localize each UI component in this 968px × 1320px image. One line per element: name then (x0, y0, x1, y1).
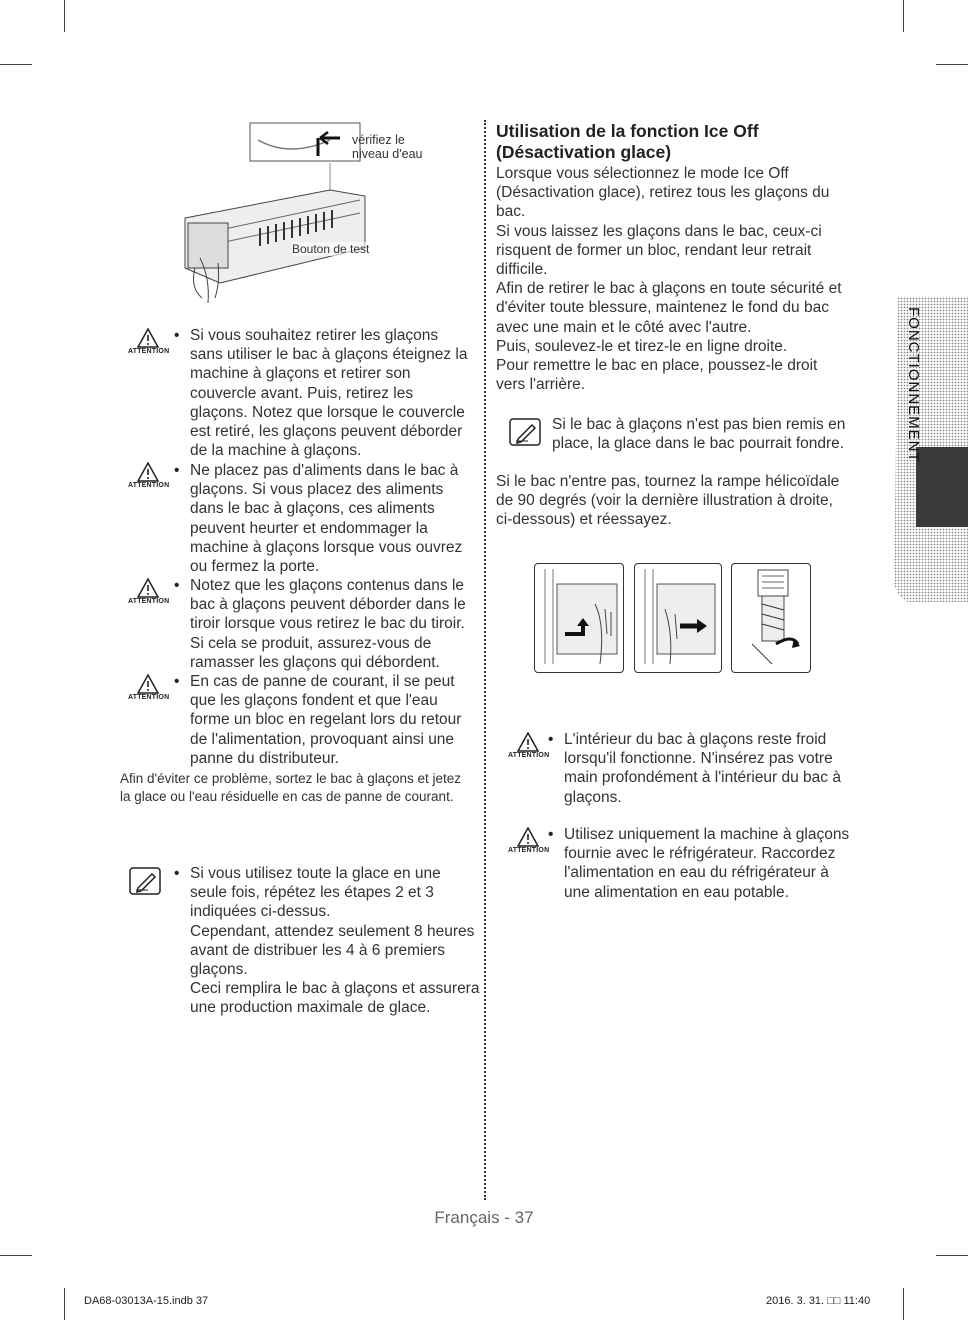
section-side-tab (888, 297, 968, 602)
bullet: • (174, 577, 180, 594)
crop-mark (936, 1255, 968, 1256)
crop-mark (64, 1288, 65, 1320)
crop-mark (64, 0, 65, 32)
warning-label: ATTENTION (508, 847, 550, 854)
warning-label: ATTENTION (128, 348, 170, 355)
note-text: Si vous utilisez toute la glace en une seule fois, répétez les étapes 2 et 3 indiquées ci-dessus. Cependant, attendez seulement 8 heures avant de distribuer les 4 à 6 premiers glaçons. Ceci remplira le bac à glaçons et assurera une production maximale de glace. (190, 865, 480, 1017)
warning-text: Si vous souhaitez retirer les glaçons sans utiliser le bac à glaçons éteignez la machine à glaçons et retirer son couvercle avant. Puis, retirez les glaçons. Notez que lorsque le couvercle est retiré, les glaçons peuvent déborder de la machine à glaçons. (190, 327, 468, 460)
bullet: • (548, 826, 554, 843)
crop-mark (936, 64, 968, 65)
warning-text: Ne placez pas d'aliments dans le bac à glaçons. Si vous placez des aliments dans le bac à glaçons, ces aliments peuvent heurter et endommager la machine à glaçons lorsque vous ouvrez ou fermez la porte. (190, 462, 463, 576)
column-divider (484, 120, 486, 1200)
page-number: Français - 37 (434, 1208, 534, 1227)
warning-label: ATTENTION (508, 752, 550, 759)
warning-icon (128, 578, 168, 606)
bullet: • (548, 731, 554, 748)
warning-icon (128, 328, 168, 356)
imprint-date: 2016. 3. 31. □□ 11:40 (766, 1295, 871, 1307)
test-button-callout: Bouton de test (292, 242, 370, 256)
warning-icon (508, 827, 548, 855)
bullet: • (174, 865, 180, 882)
remove-bin-illustration-2 (634, 563, 722, 673)
warning-text: Utilisez uniquement la machine à glaçons fournie avec le réfrigérateur. Raccordez l'alimentation en eau du réfrigérateur à une alimentation en eau potable. (564, 826, 850, 901)
ice-maker-illustration (180, 118, 430, 313)
warning-icon (128, 674, 168, 702)
warning-label: ATTENTION (128, 694, 170, 701)
note-icon (508, 417, 542, 452)
right-paragraph-2: Si le bac n'entre pas, tournez la rampe hélicoïdale de 90 degrés (voir la dernière illustration à droite, ci-dessous) et réessayez. (496, 473, 840, 529)
warning-text: Notez que les glaçons contenus dans le bac à glaçons peuvent déborder dans le tiroir lorsque vous retirez le bac du tiroir. Si cela se produit, assurez-vous de ramasser les glaçons qui débordent. (190, 577, 466, 671)
right-paragraph-1: Lorsque vous sélectionnez le mode Ice Off (Désactivation glace), retirez tous les glaçons du bac. Si vous laissez les glaçons dans le bac, ceux-ci risquent de former un bloc, rendant leur retrait difficile. Afin de retirer le bac à glaçons en toute sécurité et d'éviter toute blessure, maintenez le fond du bac avec une main et le côté avec l'autre. Puis, soulevez-le et tirez-le en ligne droite. Pour remettre le bac en place, poussez-le droit vers l'arrière. (496, 165, 842, 394)
crop-mark (0, 1255, 32, 1256)
warning-icon (508, 732, 548, 760)
warning-icon (128, 462, 168, 490)
water-level-callout: vérifiez le niveau d'eau (352, 133, 423, 161)
crop-mark (903, 1288, 904, 1320)
crop-mark (903, 0, 904, 32)
crop-mark (0, 64, 32, 65)
remove-bin-illustration-1 (534, 563, 624, 673)
bullet: • (174, 327, 180, 344)
right-note: Si le bac à glaçons n'est pas bien remis en place, la glace dans le bac pourrait fondre. (552, 416, 846, 453)
bullet: • (174, 673, 180, 690)
note-icon (128, 866, 162, 901)
warning-text: En cas de panne de courant, il se peut que les glaçons fondent et que l'eau forme un bloc en regelant lors du retour de l'alimentation, provoquant ainsi une panne du distributeur. (190, 673, 462, 767)
warning-label: ATTENTION (128, 598, 170, 605)
spiral-rotate-illustration (731, 563, 811, 673)
warning-label: ATTENTION (128, 482, 170, 489)
bullet: • (174, 462, 180, 479)
left-paragraph: Afin d'éviter ce problème, sortez le bac à glaçons et jetez la glace ou l'eau résiduelle en cas de panne de courant. (120, 771, 462, 804)
warning-text: L'intérieur du bac à glaçons reste froid lorsqu'il fonctionne. N'insérez pas votre main profondément à l'intérieur du bac à glaçons. (564, 731, 841, 806)
section-heading: Utilisation de la fonction Ice Off (Désactivation glace) (496, 121, 759, 162)
side-tab-label: FONCTIONNEMENT (905, 307, 922, 463)
imprint-file: DA68-03013A-15.indb 37 (84, 1295, 209, 1307)
